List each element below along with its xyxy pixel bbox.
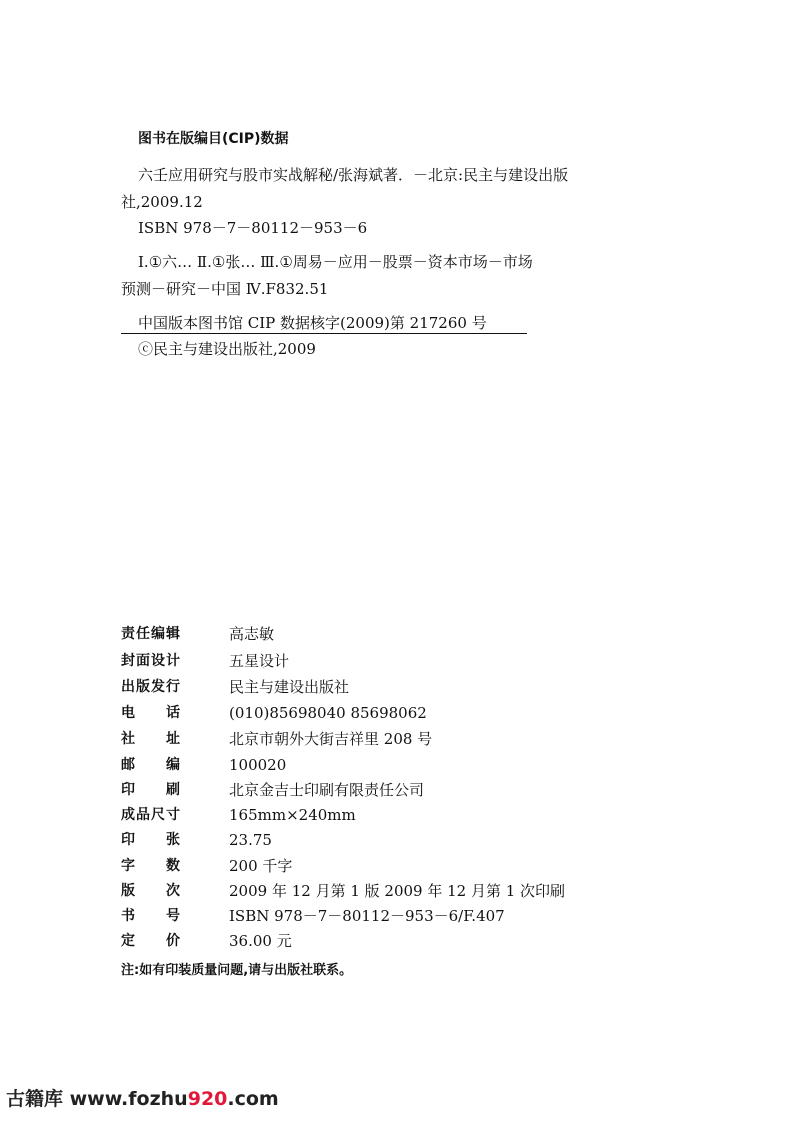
info-value: 高志敏 [229, 625, 275, 643]
info-label: 社 址 [121, 731, 181, 747]
info-value: 民主与建设出版社 [229, 678, 350, 696]
watermark-prefix: 古籍库 www.fozhu [6, 1088, 188, 1110]
info-value: 北京市朝外大街吉祥里 208 号 [229, 730, 433, 748]
info-value: 165mm×240mm [229, 806, 356, 824]
cip-isbn: ISBN 978－7－80112－953－6 [138, 219, 368, 237]
info-value: 36.00 元 [229, 932, 292, 950]
cip-classification-line-1: Ⅰ.①六… Ⅱ.①张… Ⅲ.①周易－应用－股票－资本市场－市场 [138, 253, 533, 271]
info-label: 出版发行 [121, 679, 181, 695]
info-value: 五星设计 [229, 652, 290, 670]
watermark-number: 920 [187, 1088, 228, 1110]
info-value: 北京金吉士印刷有限责任公司 [229, 781, 425, 799]
cip-divider-rule [121, 333, 527, 334]
info-value: 23.75 [229, 831, 272, 849]
cip-heading: 图书在版编目(CIP)数据 [138, 131, 289, 147]
info-value: ISBN 978－7－80112－953－6/F.407 [229, 907, 505, 925]
info-label: 版 次 [121, 883, 181, 899]
watermark-suffix: .com [227, 1088, 279, 1110]
info-label: 邮 编 [121, 757, 181, 773]
info-value: (010)85698040 85698062 [229, 704, 427, 722]
info-label: 封面设计 [121, 653, 181, 669]
site-watermark [6, 1086, 279, 1112]
info-label: 定 价 [121, 933, 181, 949]
info-label: 责任编辑 [121, 626, 181, 642]
cip-classification-line-2: 预测－研究－中国 Ⅳ.F832.51 [121, 280, 329, 298]
cip-record-number: 中国版本图书馆 CIP 数据核字(2009)第 217260 号 [138, 314, 487, 332]
info-label: 书 号 [121, 908, 181, 924]
quality-note: 注:如有印装质量问题,请与出版社联系。 [121, 963, 353, 978]
cip-bibliographic-line-1: 六壬应用研究与股市实战解秘/张海斌著．－北京:民主与建设出版 [138, 166, 569, 184]
copyright-line: ⓒ民主与建设出版社,2009 [138, 340, 316, 358]
info-label: 电 话 [121, 705, 181, 721]
info-value: 2009 年 12 月第 1 版 2009 年 12 月第 1 次印刷 [229, 882, 566, 900]
info-label: 印 张 [121, 832, 181, 848]
info-value: 100020 [229, 756, 287, 774]
info-label: 印 刷 [121, 782, 181, 798]
info-value: 200 千字 [229, 857, 293, 875]
info-label: 字 数 [121, 858, 181, 874]
cip-bibliographic-line-2: 社,2009.12 [121, 193, 203, 211]
info-label: 成品尺寸 [121, 807, 181, 823]
